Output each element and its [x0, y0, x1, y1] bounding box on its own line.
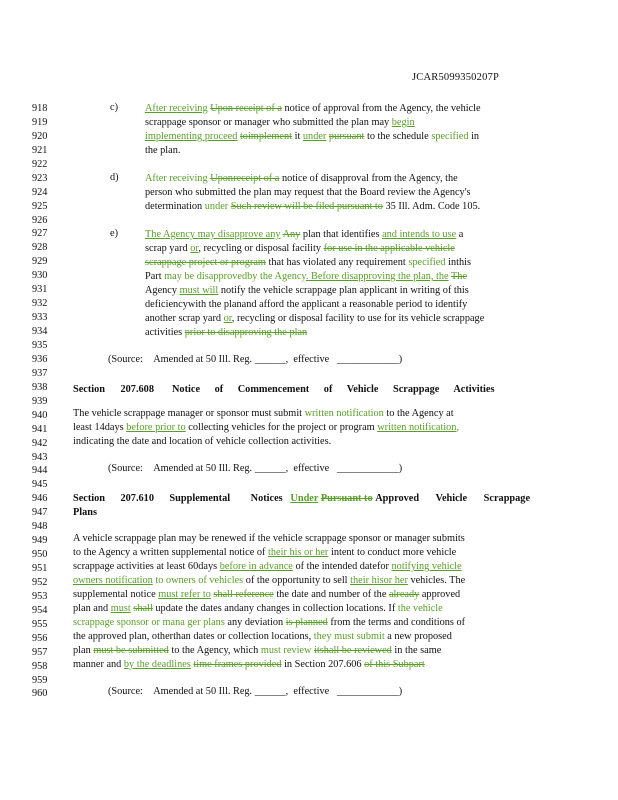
line-number: 938 [32, 381, 48, 393]
line-number: 932 [32, 298, 48, 310]
line-number: 918 [32, 103, 48, 114]
line-number: 926 [32, 214, 48, 226]
line-number: 956 [32, 632, 48, 644]
section-608-heading: Section 207.608 Notice of Commencement of Vehicle Scrappage Activities [73, 384, 495, 395]
line-number: 934 [32, 326, 48, 338]
item-e-line-3: scrappage project or program that has violated any requirement specified inthis [145, 257, 471, 268]
line-number: 924 [32, 186, 48, 198]
p610-line-9: plan must be submitted to the Agency, which must review itshall be reviewed in the same [73, 645, 442, 656]
item-c-line-2: scrappage sponsor or manager who submitted the plan may begin [145, 117, 415, 128]
line-number: 927 [32, 228, 48, 240]
line-number: 937 [32, 367, 48, 379]
line-number: 921 [32, 144, 48, 156]
line-number: 919 [32, 116, 48, 128]
p610-line-8: the approved plan, otherthan dates or collection locations, they must submit a new proposed [73, 631, 452, 642]
item-e-line-1: The Agency may disapprove any Any plan that identifies and intends to use a [145, 229, 464, 240]
line-number: 922 [32, 158, 48, 170]
line-number: 935 [32, 339, 48, 351]
line-number: 959 [32, 674, 48, 686]
line-number: 920 [32, 130, 48, 142]
line-number: 923 [32, 172, 48, 184]
item-d-label: d) [110, 172, 119, 183]
line-number: 954 [32, 604, 48, 616]
p610-line-6: plan and must shall update the dates andany changes in collection locations. If the vehicle [73, 603, 443, 614]
line-number: 931 [32, 284, 48, 296]
source-note-3: (Source: Amended at 50 Ill. Reg. ______, effective ____________) [108, 686, 403, 697]
line-number: 936 [32, 353, 48, 365]
item-e-line-8: activities prior to disapproving the plan [145, 327, 308, 338]
item-c-label: c) [110, 102, 118, 113]
item-c-line-3: implementing proceed toimplement it under pursuant to the schedule specified in [145, 131, 480, 142]
item-e-line-2: scrap yard or, recycling or disposal facility for use in the applicable vehicle [145, 243, 455, 254]
line-number: 933 [32, 312, 48, 324]
line-number: 947 [32, 507, 48, 519]
line-number: 940 [32, 409, 48, 421]
line-number: 950 [32, 549, 48, 561]
line-number: 943 [32, 451, 48, 463]
line-number: 945 [32, 479, 48, 491]
p610-line-7: scrappage sponsor or mana ger plans any deviation is planned from the terms and conditions of [73, 617, 466, 628]
p610-line-5: supplemental notice must refer to shall reference the date and number of the already approved [73, 589, 461, 600]
line-number: 930 [32, 270, 48, 282]
section-610-heading: Section 207.610 Supplemental Notices Under Pursuant to Approved Vehicle Scrappage [73, 493, 531, 504]
item-e-line-6: deficiencywith the planand afford the applicant a reasonable period to identify [145, 299, 468, 310]
p610-line-10: manner and by the deadlines time frames provided in Section 207.606 of this Subpart [73, 659, 425, 670]
line-number: 948 [32, 521, 48, 533]
line-number: 941 [32, 423, 48, 435]
line-number: 925 [32, 200, 48, 212]
item-c-line-4: the plan. [145, 145, 181, 156]
line-number: 960 [32, 688, 48, 700]
p610-line-4: owners notification to owners of vehicles of the opportunity to sell their hisor her vehicles. The [73, 575, 466, 586]
line-number: 952 [32, 576, 48, 588]
item-d-line-1: After receiving Uponreceipt of a notice of disapproval from the Agency, the [145, 173, 458, 184]
source-note-2: (Source: Amended at 50 Ill. Reg. ______, effective ____________) [108, 463, 403, 474]
item-d-line-2: person who submitted the plan may request that the Board review the Agency's [145, 187, 471, 198]
document-id: JCAR5099350207P [412, 72, 500, 83]
p608-line-1: The vehicle scrappage manager or sponsor must submit written notification to the Agency at [73, 408, 454, 419]
section-610-heading-2: Plans [73, 507, 98, 518]
line-number: 957 [32, 646, 48, 658]
line-number: 929 [32, 256, 48, 268]
line-number: 928 [32, 242, 48, 254]
item-c-line-1: After receiving Upon receipt of a notice of approval from the Agency, the vehicle [145, 103, 481, 114]
line-number: 939 [32, 395, 48, 407]
line-number: 953 [32, 590, 48, 602]
item-d-line-3: determination under Such review will be filed pursuant to 35 Ill. Adm. Code 105. [145, 201, 481, 212]
item-e-line-4: Part may be disapprovedby the Agency. Before disapproving the plan, the The [145, 271, 468, 282]
line-number: 946 [32, 493, 48, 505]
line-number: 942 [32, 437, 48, 449]
p608-line-3: indicating the date and location of vehicle collection activities. [73, 436, 332, 447]
p608-line-2: least 14days before prior to collecting vehicles for the project or program written notification, [73, 422, 460, 433]
line-number: 951 [32, 563, 48, 575]
source-note-1: (Source: Amended at 50 Ill. Reg. ______, effective ____________) [108, 354, 403, 365]
item-e-label: e) [110, 228, 118, 239]
line-number: 944 [32, 465, 48, 477]
line-number: 949 [32, 535, 48, 547]
p610-line-1: A vehicle scrappage plan may be renewed if the vehicle scrappage sponsor or manager submits [73, 533, 465, 544]
p610-line-3: scrappage activities at least 60days before in advance of the intended datefor notifying vehicle [73, 561, 462, 572]
item-e-line-7: another scrap yard or, recycling or disposal facility to use for its vehicle scrappage [145, 313, 485, 324]
line-number: 958 [32, 660, 48, 672]
item-e-line-5: Agency must will notify the vehicle scrappage plan applicant in writing of this [145, 285, 469, 296]
p610-line-2: to the Agency a written supplemental notice of their his or her intent to conduct more vehicle [73, 547, 457, 558]
line-number: 955 [32, 618, 48, 630]
